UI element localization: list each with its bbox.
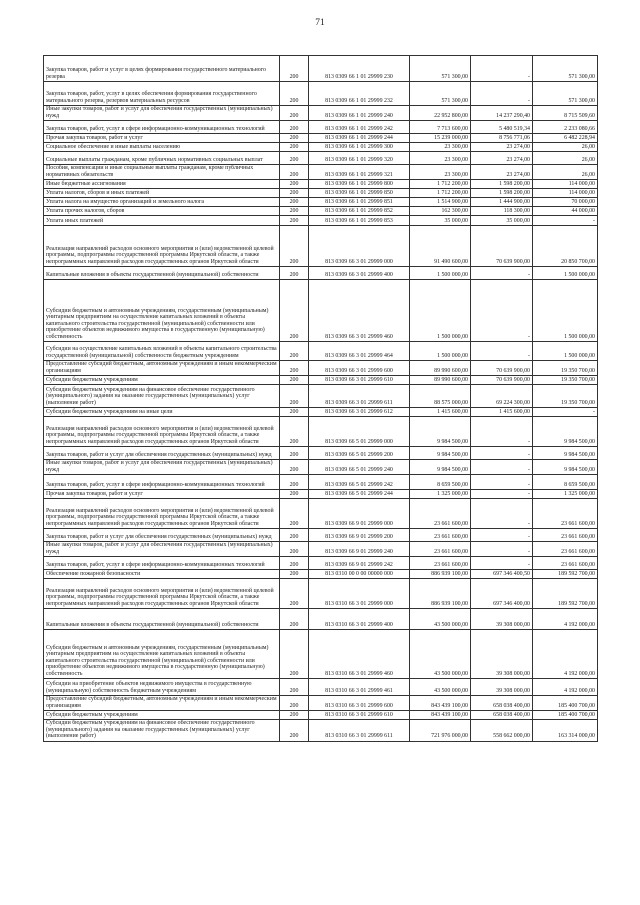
table-row (44, 711, 598, 720)
cell-admin: 200 (280, 267, 309, 280)
cell-plan: 23 661 600,00 (410, 529, 471, 542)
cell-name: Реализация направлений расходов основного мероприятия и (или) ведомственной целевой программы, подпрограммы государственной программы Иркутской области, а также непрограммных направлений расходов государственных органов Иркутской области (44, 579, 280, 609)
cell-rest: 1 325 000,00 (533, 490, 598, 499)
table-row (44, 460, 598, 475)
cell-admin: 200 (280, 165, 309, 180)
cell-exec: 1 444 900,00 (471, 198, 533, 207)
table-row (44, 152, 598, 165)
cell-plan: 162 300,00 (410, 207, 471, 216)
cell-admin: 200 (280, 542, 309, 557)
cell-code: 813 0309 66 3 01 29999 464 (309, 342, 410, 361)
cell-code: 813 0309 66 3 01 29999 460 (309, 280, 410, 342)
cell-rest: 23 661 600,00 (533, 542, 598, 557)
cell-exec: 70 639 900,00 (471, 361, 533, 376)
cell-rest: 1 500 000,00 (533, 342, 598, 361)
cell-plan: 22 952 800,00 (410, 106, 471, 121)
table-row (44, 696, 598, 711)
cell-admin: 200 (280, 207, 309, 216)
cell-admin: 200 (280, 499, 309, 529)
cell-rest: 4 192 000,00 (533, 630, 598, 679)
cell-rest: 8 715 509,60 (533, 106, 598, 121)
table-row (44, 376, 598, 385)
cell-name: Субсидии бюджетным учреждениям на иные цели (44, 408, 280, 417)
cell-name: Закупка товаров, работ и услуг для обеспечения государственных (муниципальных) нужд (44, 529, 280, 542)
cell-code: 813 0309 66 9 01 29999 200 (309, 529, 410, 542)
cell-exec: 70 639 900,00 (471, 376, 533, 385)
cell-admin: 200 (280, 570, 309, 579)
cell-rest: 2 233 080,66 (533, 121, 598, 134)
cell-exec: 1 598 200,00 (471, 180, 533, 189)
cell-name: Капитальные вложения в объекты государственной (муниципальной) собственности (44, 609, 280, 630)
cell-name: Закупка товаров, работ, услуг в сфере информационно-коммуникационных технологий (44, 557, 280, 570)
cell-exec: 39 308 000,00 (471, 609, 533, 630)
cell-name: Реализация направлений расходов основного мероприятия и (или) ведомственной целевой программы, подпрограммы государственной программы Иркутской области, а также непрограммных направлений расходов государственных органов Иркутской области (44, 417, 280, 447)
cell-admin: 200 (280, 579, 309, 609)
cell-plan: 91 490 600,00 (410, 226, 471, 267)
cell-exec: 1 598 200,00 (471, 189, 533, 198)
cell-name: Реализация направлений расходов основного мероприятия и (или) ведомственной целевой программы, подпрограммы государственной программы Иркутской области, а также непрограммных направлений расходов государственных органов Иркутской области (44, 226, 280, 267)
cell-name: Закупка товаров, работ, услуг в сфере информационно-коммуникационных технологий (44, 475, 280, 490)
cell-rest: 8 659 500,00 (533, 475, 598, 490)
cell-admin: 200 (280, 106, 309, 121)
cell-name: Субсидии бюджетным и автономным учреждениям, государственным (муниципальным) унитарным предприятиям на осуществление капитальных вложений в объекты капитального строительства государственной (муниципальной) собственности или приобретение объектов недвижимого имущества в государственную (муниципальную) собственность (44, 630, 280, 679)
cell-plan: 88 575 000,00 (410, 385, 471, 408)
table-row (44, 106, 598, 121)
cell-name: Закупка товаров, работ, услуг в целях обеспечения формирования государственного материального резерва, резервов материальных ресурсов (44, 82, 280, 106)
cell-name: Социальное обеспечение и иные выплаты населению (44, 143, 280, 152)
cell-admin: 200 (280, 134, 309, 143)
cell-name: Уплата иных платежей (44, 216, 280, 226)
table-row (44, 408, 598, 417)
cell-plan: 1 325 000,00 (410, 490, 471, 499)
cell-code: 813 0309 66 1 01 29999 800 (309, 180, 410, 189)
table-row (44, 385, 598, 408)
cell-exec: 39 308 000,00 (471, 679, 533, 696)
cell-admin: 200 (280, 56, 309, 82)
cell-rest: 23 661 600,00 (533, 557, 598, 570)
cell-code: 813 0309 66 1 01 29999 300 (309, 143, 410, 152)
cell-rest: 571 300,00 (533, 56, 598, 82)
cell-exec: 23 274,00 (471, 152, 533, 165)
cell-plan: 1 500 000,00 (410, 280, 471, 342)
cell-code: 813 0310 66 3 01 29999 461 (309, 679, 410, 696)
cell-admin: 200 (280, 417, 309, 447)
cell-rest: 114 000,00 (533, 180, 598, 189)
table-row (44, 499, 598, 529)
cell-plan: 1 712 200,00 (410, 189, 471, 198)
cell-code: 813 0309 66 1 01 29999 230 (309, 56, 410, 82)
cell-plan: 15 239 000,00 (410, 134, 471, 143)
cell-exec: 39 308 000,00 (471, 630, 533, 679)
cell-admin: 200 (280, 475, 309, 490)
cell-exec: - (471, 280, 533, 342)
cell-code: 813 0309 66 3 01 29999 610 (309, 376, 410, 385)
cell-plan: 886 939 100,00 (410, 579, 471, 609)
cell-exec: 35 000,00 (471, 216, 533, 226)
budget-table-body (44, 56, 598, 742)
cell-code: 813 0309 66 1 01 29999 851 (309, 198, 410, 207)
cell-admin: 200 (280, 557, 309, 570)
cell-admin: 200 (280, 152, 309, 165)
table-row (44, 342, 598, 361)
cell-plan: 886 939 100,00 (410, 570, 471, 579)
cell-rest: - (533, 216, 598, 226)
cell-exec: 118 300,00 (471, 207, 533, 216)
cell-name: Иные закупки товаров, работ и услуг для обеспечения государственных (муниципальных) нужд (44, 106, 280, 121)
cell-admin: 200 (280, 679, 309, 696)
table-row (44, 226, 598, 267)
cell-name: Закупка товаров, работ и услуг в целях формирования государственного материального резерва (44, 56, 280, 82)
cell-name: Субсидии бюджетным учреждениям на финансовое обеспечение государственного (муниципального) задания на оказание государственных (муниципальных) услуг (выполнение работ) (44, 720, 280, 742)
cell-rest: 6 482 228,94 (533, 134, 598, 143)
cell-rest: 4 192 000,00 (533, 679, 598, 696)
cell-code: 813 0309 66 3 01 29999 000 (309, 226, 410, 267)
cell-name: Обеспечение пожарной безопасности (44, 570, 280, 579)
cell-rest: 1 500 000,00 (533, 267, 598, 280)
cell-name: Субсидии бюджетным учреждениям (44, 711, 280, 720)
cell-code: 813 0310 66 3 01 29999 611 (309, 720, 410, 742)
cell-exec: 658 038 400,00 (471, 696, 533, 711)
cell-exec: - (471, 490, 533, 499)
table-row (44, 189, 598, 198)
cell-code: 813 0309 66 1 01 29999 244 (309, 134, 410, 143)
table-row (44, 216, 598, 226)
cell-exec: 558 662 000,00 (471, 720, 533, 742)
cell-admin: 200 (280, 376, 309, 385)
cell-plan: 571 300,00 (410, 82, 471, 106)
cell-plan: 23 300,00 (410, 165, 471, 180)
table-row (44, 630, 598, 679)
cell-rest: 26,00 (533, 165, 598, 180)
table-row (44, 490, 598, 499)
cell-admin: 200 (280, 280, 309, 342)
cell-exec: 8 756 771,06 (471, 134, 533, 143)
cell-plan: 43 500 000,00 (410, 679, 471, 696)
cell-plan: 23 300,00 (410, 152, 471, 165)
cell-exec: - (471, 56, 533, 82)
cell-plan: 1 712 200,00 (410, 180, 471, 189)
cell-code: 813 0309 66 1 01 29999 850 (309, 189, 410, 198)
cell-plan: 43 500 000,00 (410, 630, 471, 679)
cell-name: Субсидии бюджетным и автономным учреждениям, государственным (муниципальным) унитарным предприятиям на осуществление капитальных вложений в объекты капитального строительства государственной (муниципальной) собственности или приобретение объектов недвижимого имущества в государственную (муниципальную) собственность (44, 280, 280, 342)
cell-code: 813 0310 66 3 01 29999 600 (309, 696, 410, 711)
cell-rest: 23 661 600,00 (533, 499, 598, 529)
cell-admin: 200 (280, 408, 309, 417)
cell-plan: 23 661 600,00 (410, 542, 471, 557)
table-row (44, 121, 598, 134)
cell-name: Иные закупки товаров, работ и услуг для обеспечения государственных (муниципальных) нужд (44, 542, 280, 557)
cell-exec: - (471, 475, 533, 490)
table-row (44, 679, 598, 696)
cell-admin: 200 (280, 180, 309, 189)
cell-rest: 571 300,00 (533, 82, 598, 106)
cell-plan: 721 976 000,00 (410, 720, 471, 742)
cell-plan: 9 984 500,00 (410, 417, 471, 447)
cell-rest: 19 350 700,00 (533, 376, 598, 385)
cell-code: 813 0309 66 5 01 29999 200 (309, 447, 410, 460)
table-row (44, 207, 598, 216)
cell-name: Прочая закупка товаров, работ и услуг (44, 134, 280, 143)
cell-name: Предоставление субсидий бюджетным, автономным учреждениям и иным некоммерческим организациям (44, 361, 280, 376)
cell-code: 813 0309 66 1 01 29999 242 (309, 121, 410, 134)
cell-rest: 185 400 700,00 (533, 711, 598, 720)
cell-code: 813 0309 66 9 01 29999 240 (309, 542, 410, 557)
cell-name: Субсидии бюджетным учреждениям на финансовое обеспечение государственного (муниципального) задания на оказание государственных (муниципальных) услуг (выполнение работ) (44, 385, 280, 408)
cell-admin: 200 (280, 198, 309, 207)
cell-admin: 200 (280, 711, 309, 720)
cell-code: 813 0310 66 3 01 29999 400 (309, 609, 410, 630)
cell-rest: 189 592 700,00 (533, 570, 598, 579)
table-row (44, 475, 598, 490)
cell-plan: 1 500 000,00 (410, 267, 471, 280)
cell-plan: 89 990 600,00 (410, 376, 471, 385)
cell-exec: 14 237 290,40 (471, 106, 533, 121)
table-row (44, 542, 598, 557)
cell-exec: - (471, 460, 533, 475)
cell-code: 813 0309 66 5 01 29999 240 (309, 460, 410, 475)
table-row (44, 143, 598, 152)
table-row (44, 361, 598, 376)
cell-plan: 43 500 000,00 (410, 609, 471, 630)
cell-rest: 9 984 500,00 (533, 460, 598, 475)
cell-code: 813 0309 66 5 01 29999 000 (309, 417, 410, 447)
cell-rest: - (533, 408, 598, 417)
cell-exec: 1 415 600,00 (471, 408, 533, 417)
table-row (44, 417, 598, 447)
cell-plan: 843 439 100,00 (410, 696, 471, 711)
cell-rest: 9 984 500,00 (533, 447, 598, 460)
cell-exec: 23 274,00 (471, 143, 533, 152)
cell-rest: 114 000,00 (533, 189, 598, 198)
cell-exec: - (471, 417, 533, 447)
cell-rest: 189 592 700,00 (533, 579, 598, 609)
cell-name: Субсидии бюджетным учреждениям (44, 376, 280, 385)
table-row (44, 134, 598, 143)
table-row (44, 447, 598, 460)
cell-exec: 697 346 400,00 (471, 579, 533, 609)
cell-admin: 200 (280, 226, 309, 267)
cell-plan: 8 659 500,00 (410, 475, 471, 490)
cell-admin: 200 (280, 720, 309, 742)
cell-code: 813 0309 66 1 01 29999 852 (309, 207, 410, 216)
cell-exec: - (471, 447, 533, 460)
cell-code: 813 0309 66 3 01 29999 611 (309, 385, 410, 408)
cell-plan: 35 000,00 (410, 216, 471, 226)
cell-plan: 7 713 600,00 (410, 121, 471, 134)
cell-plan: 23 661 600,00 (410, 499, 471, 529)
cell-plan: 89 990 600,00 (410, 361, 471, 376)
cell-name: Пособия, компенсации и иные социальные выплаты гражданам, кроме публичных нормативных обязательств (44, 165, 280, 180)
cell-admin: 200 (280, 82, 309, 106)
cell-name: Реализация направлений расходов основного мероприятия и (или) ведомственной целевой программы, подпрограммы государственной программы Иркутской области, а также непрограммных направлений расходов государственных органов Иркутской области (44, 499, 280, 529)
cell-rest: 70 000,00 (533, 198, 598, 207)
cell-exec: 5 480 519,34 (471, 121, 533, 134)
table-row (44, 579, 598, 609)
cell-code: 813 0309 66 9 01 29999 000 (309, 499, 410, 529)
cell-code: 813 0310 66 3 01 29999 000 (309, 579, 410, 609)
cell-exec: 23 274,00 (471, 165, 533, 180)
cell-code: 813 0309 66 1 01 29999 853 (309, 216, 410, 226)
cell-name: Капитальные вложения в объекты государственной (муниципальной) собственности (44, 267, 280, 280)
cell-rest: 23 661 600,00 (533, 529, 598, 542)
budget-table (43, 55, 598, 742)
cell-rest: 44 000,00 (533, 207, 598, 216)
cell-exec: - (471, 557, 533, 570)
cell-name: Закупка товаров, работ, услуг в сфере информационно-коммуникационных технологий (44, 121, 280, 134)
cell-name: Иные бюджетные ассигнования (44, 180, 280, 189)
cell-exec: 70 639 900,00 (471, 226, 533, 267)
cell-admin: 200 (280, 121, 309, 134)
table-row (44, 267, 598, 280)
table-row (44, 165, 598, 180)
cell-name: Уплата налога на имущество организаций и земельного налога (44, 198, 280, 207)
cell-code: 813 0309 66 1 01 29999 321 (309, 165, 410, 180)
cell-plan: 1 415 600,00 (410, 408, 471, 417)
cell-exec: - (471, 529, 533, 542)
cell-name: Субсидии на приобретение объектов недвижимого имущества в государственную (муниципальную) собственность бюджетным учреждениям (44, 679, 280, 696)
cell-rest: 1 500 000,00 (533, 280, 598, 342)
cell-admin: 200 (280, 342, 309, 361)
cell-admin: 200 (280, 216, 309, 226)
table-row (44, 56, 598, 82)
cell-admin: 200 (280, 361, 309, 376)
cell-code: 813 0309 66 1 01 29999 232 (309, 82, 410, 106)
cell-name: Иные закупки товаров, работ и услуг для обеспечения государственных (муниципальных) нужд (44, 460, 280, 475)
cell-admin: 200 (280, 385, 309, 408)
cell-rest: 19 350 700,00 (533, 361, 598, 376)
cell-code: 813 0310 66 3 01 29999 460 (309, 630, 410, 679)
cell-plan: 23 300,00 (410, 143, 471, 152)
cell-rest: 163 314 000,00 (533, 720, 598, 742)
cell-code: 813 0309 66 1 01 29999 320 (309, 152, 410, 165)
cell-name: Субсидии на осуществление капитальных вложений в объекты капитального строительства государственной (муниципальной) собственности бюджетным учреждениям (44, 342, 280, 361)
cell-name: Предоставление субсидий бюджетным, автономным учреждениям и иным некоммерческим организациям (44, 696, 280, 711)
cell-code: 813 0309 66 9 01 29999 242 (309, 557, 410, 570)
table-row (44, 570, 598, 579)
table-row (44, 529, 598, 542)
cell-code: 813 0309 66 5 01 29999 242 (309, 475, 410, 490)
cell-rest: 4 192 000,00 (533, 609, 598, 630)
cell-name: Прочая закупка товаров, работ и услуг (44, 490, 280, 499)
cell-exec: 658 038 400,00 (471, 711, 533, 720)
cell-code: 813 0309 66 3 01 29999 400 (309, 267, 410, 280)
cell-plan: 9 984 500,00 (410, 447, 471, 460)
cell-exec: 69 224 300,00 (471, 385, 533, 408)
table-row (44, 180, 598, 189)
cell-code: 813 0310 00 0 00 00000 000 (309, 570, 410, 579)
cell-name: Закупка товаров, работ и услуг для обеспечения государственных (муниципальных) нужд (44, 447, 280, 460)
cell-exec: - (471, 267, 533, 280)
cell-admin: 200 (280, 460, 309, 475)
cell-name: Уплата прочих налогов, сборов (44, 207, 280, 216)
cell-admin: 200 (280, 143, 309, 152)
cell-plan: 23 661 600,00 (410, 557, 471, 570)
cell-rest: 26,00 (533, 143, 598, 152)
cell-name: Социальные выплаты гражданам, кроме публичных нормативных социальных выплат (44, 152, 280, 165)
cell-admin: 200 (280, 490, 309, 499)
cell-admin: 200 (280, 609, 309, 630)
cell-code: 813 0309 66 5 01 29999 244 (309, 490, 410, 499)
cell-name: Уплата налогов, сборов и иных платежей (44, 189, 280, 198)
cell-admin: 200 (280, 630, 309, 679)
cell-exec: - (471, 82, 533, 106)
table-row (44, 198, 598, 207)
cell-rest: 20 850 700,00 (533, 226, 598, 267)
cell-exec: - (471, 542, 533, 557)
table-row (44, 280, 598, 342)
cell-exec: - (471, 499, 533, 529)
cell-rest: 26,00 (533, 152, 598, 165)
cell-code: 813 0309 66 3 01 29999 600 (309, 361, 410, 376)
cell-admin: 200 (280, 447, 309, 460)
cell-plan: 843 439 100,00 (410, 711, 471, 720)
cell-admin: 200 (280, 696, 309, 711)
cell-rest: 9 984 500,00 (533, 417, 598, 447)
cell-rest: 19 350 700,00 (533, 385, 598, 408)
table-row (44, 557, 598, 570)
table-row (44, 609, 598, 630)
cell-admin: 200 (280, 189, 309, 198)
table-row (44, 720, 598, 742)
cell-rest: 185 400 700,00 (533, 696, 598, 711)
page-number: 71 (315, 18, 325, 28)
cell-code: 813 0309 66 3 01 29999 612 (309, 408, 410, 417)
cell-exec: 697 346 400,50 (471, 570, 533, 579)
cell-plan: 9 984 500,00 (410, 460, 471, 475)
cell-plan: 1 500 000,00 (410, 342, 471, 361)
cell-code: 813 0309 66 1 01 29999 240 (309, 106, 410, 121)
cell-plan: 1 514 900,00 (410, 198, 471, 207)
cell-plan: 571 300,00 (410, 56, 471, 82)
cell-exec: - (471, 342, 533, 361)
cell-admin: 200 (280, 529, 309, 542)
table-row (44, 82, 598, 106)
cell-code: 813 0310 66 3 01 29999 610 (309, 711, 410, 720)
